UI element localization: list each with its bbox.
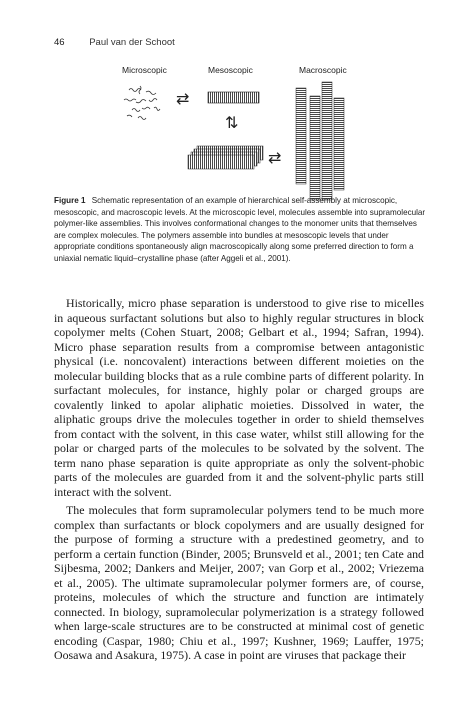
paragraph: Historically, micro phase separation is understood to give rise to micelles in aqueous surfactant solutions but also to highly regular structures in block copolymer melts (Cohen Stuart, 2008; Gelbart et al., 1994; Safran, 1994). Micro phase separation results from a compromise between antagonistic physical (i.e. noncovalent) interactions between different moieties on the molecular building blocks that as a rule combine parts of different polarity. In surfactant molecules, for instance, highly polar or charged groups are covalently linked to apolar aliphatic moieties. Dissolved in water, the aliphatic groups drive the molecules together in order to shield themselves from contact with the solvent, in this case water, whilst still allowing for the polar or charged parts of the molecules to be solvated by the solvent. The term nano phase separation is quite appropriate as only the solvent-phobic parts of the molecules are guarded from it and the solvent-phylic parts still interact with the solvent.	[54, 296, 424, 499]
running-header	[54, 37, 175, 48]
body-text	[54, 296, 424, 667]
figure-drawing	[54, 78, 434, 208]
page-number: 46	[54, 37, 65, 48]
equilibrium-arrow-horizontal-icon: ⇄	[176, 89, 190, 108]
label-microscopic: Microscopic	[122, 65, 167, 75]
label-macroscopic: Macroscopic	[299, 65, 347, 75]
equilibrium-arrow-vertical-icon: ⇅	[225, 113, 239, 132]
paragraph: The molecules that form supramolecular polymers tend to be much more complex than surfactants or block copolymers and are usually designed for the purpose of forming a structure with a predestined geometry, and to perform a certain function (Binder, 2005; Brunsveld et al., 2001; ten Cate and Sijbesma, 2002; Dankers and Meijer, 2007; van Gorp et al., 2002; Vriezema et al., 2005). The ultimate supramolecular polymer formers are, of course, proteins, molecules of which the structure and function are intimately connected. In biology, supramolecular polymerization is a strategy followed when large-scale structures are to be constructed at minimal cost of genetic encoding (Caspar, 1980; Chiu et al., 1997; Kushner, 1969; Lauffer, 1975; Oosawa and Asakura, 1975). A case in point are viruses that package their	[54, 503, 424, 662]
running-author: Paul van der Schoot	[89, 37, 175, 48]
equilibrium-arrow-horizontal-lower-icon: ⇄	[268, 148, 282, 167]
microscopic-molecules	[124, 86, 160, 120]
mesoscopic-polymer	[208, 92, 259, 103]
macroscopic-columns	[296, 82, 344, 200]
label-mesoscopic: Mesoscopic	[208, 65, 253, 75]
mesoscopic-bundle-stack	[188, 146, 263, 169]
caption-text: Schematic representation of an example of hierarchical self-assembly at microscopic, mesoscopic, and macroscopic levels. At the microscopic level, molecules assemble into supramolecular polymer-like assemblies. This involves conformational changes to the monomer units that themselves are complex molecules. The polymers assemble into bundles at mesoscopic levels that under appropriate conditions spontaneously align macroscopically along some preferred direction to form a uniaxial nematic liquid–crystalline phase (after Aggeli et al., 2001).	[54, 196, 426, 263]
figure-caption	[54, 195, 426, 265]
figure-number: Figure 1	[54, 196, 86, 205]
